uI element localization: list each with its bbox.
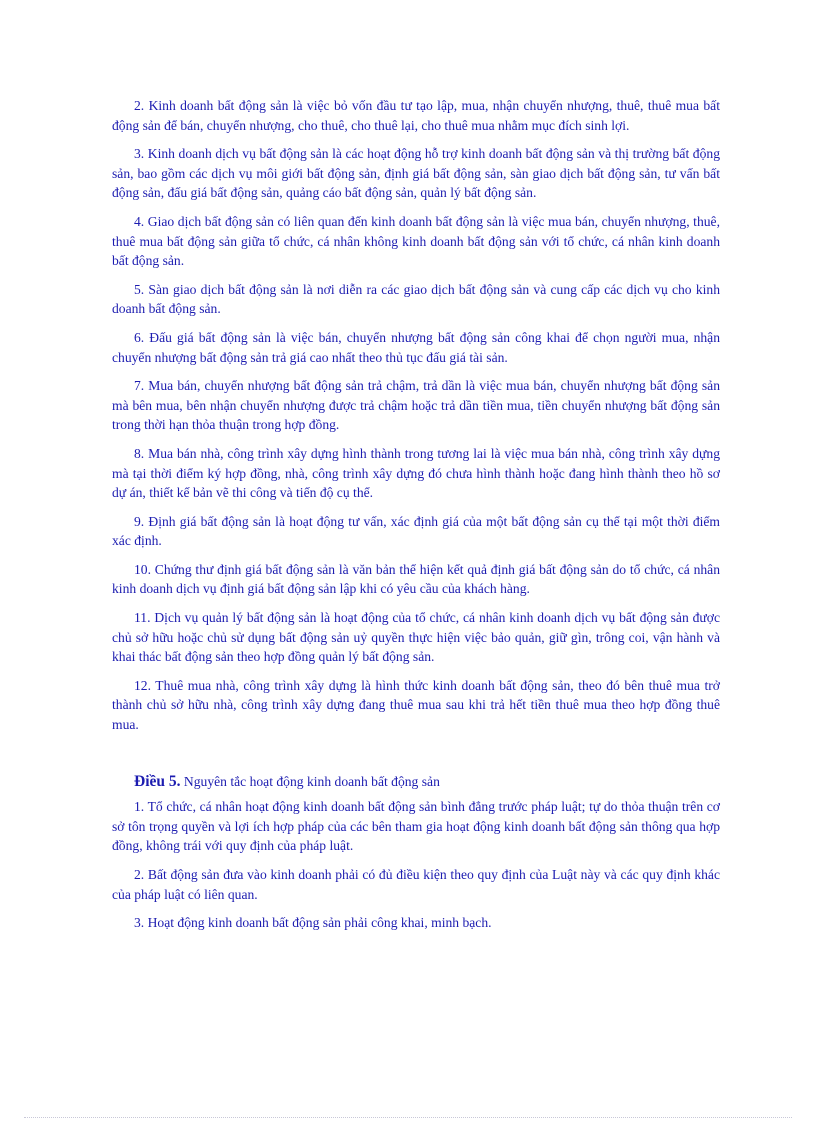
- clause-2: 2. Kinh doanh bất động sản là việc bỏ vốn đầu tư tạo lập, mua, nhận chuyển nhượng, thuê, thuê mua bất động sản để bán, chuyển nhượng, cho thuê, cho thuê lại, cho thuê mua nhằm mục đích sinh lợi.: [112, 98, 720, 133]
- page-bottom-divider: [24, 1117, 792, 1118]
- clause-3: 3. Kinh doanh dịch vụ bất động sản là các hoạt động hỗ trợ kinh doanh bất động sản và thị trường bất động sản, bao gồm các dịch vụ môi giới bất động sản, định giá bất động sản, sàn giao dịch bất động sản, tư vấn bất động sản, đấu giá bất động sản, quảng cáo bất động sản, quản lý bất động sản.: [112, 146, 720, 201]
- clause-10: 10. Chứng thư định giá bất động sản là văn bản thể hiện kết quả định giá bất động sản do tổ chức, cá nhân kinh doanh dịch vụ định giá bất động sản lập khi có yêu cầu của khách hàng.: [112, 561, 720, 597]
- clause-12: 12. Thuê mua nhà, công trình xây dựng là hình thức kinh doanh bất động sản, theo đó bên thuê mua trở thành chủ sở hữu nhà, công trình xây dựng đang thuê mua sau khi trả hết tiền thuê mua theo hợp đồng thuê mua.: [112, 677, 720, 733]
- article-5-clause-1: 1. Tổ chức, cá nhân hoạt động kinh doanh bất động sản bình đẳng trước pháp luật; tự do thỏa thuận trên cơ sở tôn trọng quyền và lợi ích hợp pháp của các bên tham gia hoạt động kinh doanh bất động sản thông qua hợp đồng, không trái với quy định của pháp luật.: [112, 799, 720, 854]
- clause-11: 11. Dịch vụ quản lý bất động sản là hoạt động của tổ chức, cá nhân kinh doanh dịch vụ bất động sản được chủ sở hữu hoặc chủ sử dụng bất động sản uỷ quyền thực hiện việc bảo quản, giữ gìn, trông coi, vận hành và khai thác bất động sản theo hợp đồng quản lý bất động sản.: [112, 610, 720, 665]
- section-spacer: [112, 744, 720, 772]
- article-5-title: Nguyên tắc hoạt động kinh doanh bất động sản: [183, 773, 440, 789]
- clause-7: 7. Mua bán, chuyển nhượng bất động sản trả chậm, trả dần là việc mua bán, chuyển nhượng bất động sản mà bên mua, bên nhận chuyển nhượng được trả chậm hoặc trả dần tiền mua, tiền chuyển nhượng bất động sản trong thời hạn thỏa thuận trong hợp đồng.: [112, 378, 720, 433]
- clause-8: 8. Mua bán nhà, công trình xây dựng hình thành trong tương lai là việc mua bán nhà, công trình xây dựng mà tại thời điểm ký hợp đồng, nhà, công trình xây dựng đó chưa hình thành hoặc đang hình thành theo hồ sơ dự án, thiết kế bản vẽ thi công và tiến độ cụ thể.: [112, 445, 720, 501]
- document-page: [112, 96, 720, 942]
- article-5-heading: [112, 772, 720, 792]
- clause-4: 4. Giao dịch bất động sản có liên quan đến kinh doanh bất động sản là việc mua bán, chuyển nhượng, thuê, thuê mua bất động sản giữa tổ chức, cá nhân không kinh doanh bất động sản với tổ chức, cá nhân kinh doanh bất động sản.: [112, 213, 720, 269]
- article-5-clause-3: 3. Hoạt động kinh doanh bất động sản phải công khai, minh bạch.: [134, 915, 492, 931]
- clause-5: 5. Sàn giao dịch bất động sản là nơi diễn ra các giao dịch bất động sản và cung cấp các dịch vụ cho kinh doanh bất động sản.: [112, 281, 720, 317]
- clause-6: 6. Đấu giá bất động sản là việc bán, chuyển nhượng bất động sản công khai để chọn người mua, nhận chuyển nhượng bất động sản trả giá cao nhất theo thủ tục đấu giá tài sản.: [112, 329, 720, 365]
- clause-9: 9. Định giá bất động sản là hoạt động tư vấn, xác định giá của một bất động sản cụ thể tại một thời điểm xác định.: [112, 513, 720, 549]
- article-5-clause-2: 2. Bất động sản đưa vào kinh doanh phải có đủ điều kiện theo quy định của Luật này và các quy định khác của pháp luật có liên quan.: [112, 867, 720, 902]
- article-5-label: Điều 5.: [134, 772, 181, 790]
